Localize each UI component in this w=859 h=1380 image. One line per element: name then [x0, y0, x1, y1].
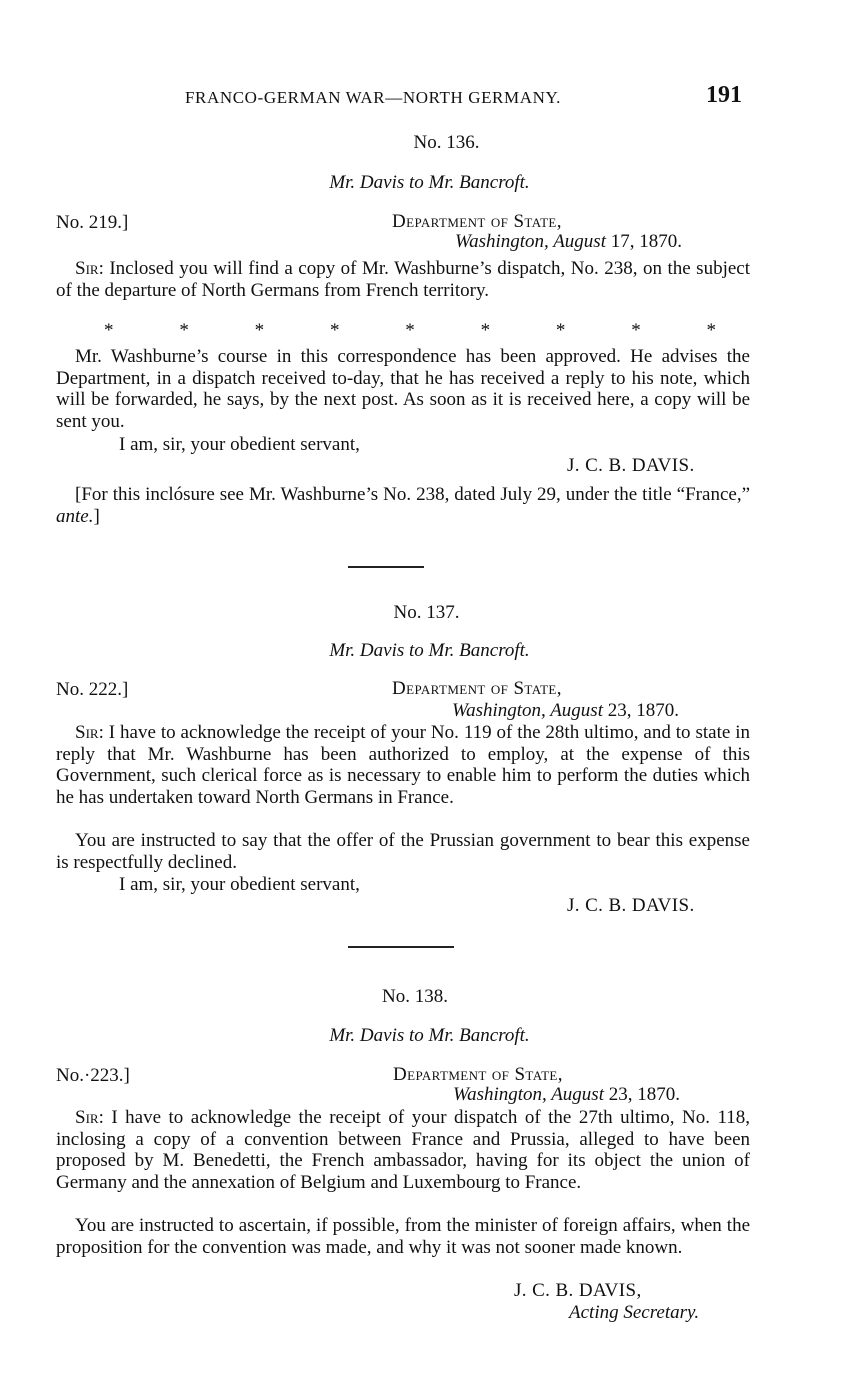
document-number: No. 138.	[382, 986, 448, 1007]
signature: J. C. B. DAVIS,	[514, 1280, 642, 1301]
page-number: 191	[706, 82, 742, 108]
star-mark: *	[405, 320, 415, 341]
document-heading: Mr. Davis to Mr. Bancroft.	[329, 640, 530, 661]
running-title: FRANCO-GERMAN WAR—NORTH GERMANY.	[185, 88, 562, 107]
section-divider	[348, 566, 424, 568]
dateline: Washington, August 17, 1870.	[455, 231, 682, 252]
star-mark: *	[480, 320, 491, 341]
star-mark: *	[254, 320, 265, 341]
file-number: No. 219.]	[56, 212, 129, 233]
dateline: Washington, August 23, 1870.	[453, 1084, 680, 1105]
letter-paragraph: You are instructed to ascertain, if possible, from the minister of foreign affairs, when the proposition for the convention was made, and why it was not sooner made known.	[56, 1215, 750, 1258]
document-number: No. 137.	[393, 602, 460, 623]
file-number: No.·223.]	[56, 1065, 130, 1086]
letter-paragraph: You are instructed to say that the offer of the Prussian government to bear this expense is respectfully declined.	[56, 830, 750, 873]
star-mark: *	[179, 320, 189, 341]
document-heading: Mr. Davis to Mr. Bancroft.	[329, 172, 530, 193]
document-number: No. 136.	[413, 132, 480, 153]
editorial-note: [For this inclósure see Mr. Washburne’s No. 238, dated July 29, under the title “France,” ante.]	[56, 484, 750, 527]
letter-paragraph: Mr. Washburne’s course in this correspondence has been approved. He advises the Department, in a dispatch received to-day, that he has received a reply to his note, which will be forwarded, he says, by the next post. As soon as it is received here, a copy will be sent you.	[56, 346, 750, 432]
dateline: Washington, August 23, 1870.	[452, 700, 679, 721]
letter-paragraph: Sir: I have to acknowledge the receipt of your No. 119 of the 28th ultimo, and to state in reply that Mr. Washburne has been authorized to employ, at the expense of this Government, such clerical force as is necessary to enable him to perform the duties which he has undertaken toward North Germans in France.	[56, 722, 750, 808]
star-mark: *	[706, 320, 716, 341]
ellipsis-stars	[104, 320, 716, 342]
section-divider	[348, 946, 454, 948]
signature-title: Acting Secretary.	[569, 1302, 700, 1323]
star-mark: *	[104, 320, 114, 341]
document-heading: Mr. Davis to Mr. Bancroft.	[329, 1025, 530, 1046]
star-mark: *	[631, 320, 641, 341]
star-mark: *	[329, 320, 340, 341]
department-line: Department of State,	[392, 211, 562, 232]
signature: J. C. B. DAVIS.	[567, 895, 695, 916]
department-line: Department of State,	[392, 678, 562, 699]
letter-paragraph: Sir: Inclosed you will find a copy of Mr. Washburne’s dispatch, No. 238, on the subject of the departure of North Germans from French territory.	[56, 258, 750, 301]
closing-line: I am, sir, your obedient servant,	[119, 874, 360, 895]
file-number: No. 222.]	[56, 679, 129, 700]
letter-paragraph: Sir: I have to acknowledge the receipt of your dispatch of the 27th ultimo, No. 118, inclosing a copy of a convention between France and Prussia, alleged to have been proposed by M. Benedetti, the French ambassador, having for its object the union of Germany and the annexation of Belgium and Luxembourg to France.	[56, 1107, 750, 1193]
closing-line: I am, sir, your obedient servant,	[119, 434, 360, 455]
star-mark: *	[555, 320, 566, 341]
department-line: Department of State,	[393, 1064, 563, 1085]
signature: J. C. B. DAVIS.	[567, 455, 695, 476]
